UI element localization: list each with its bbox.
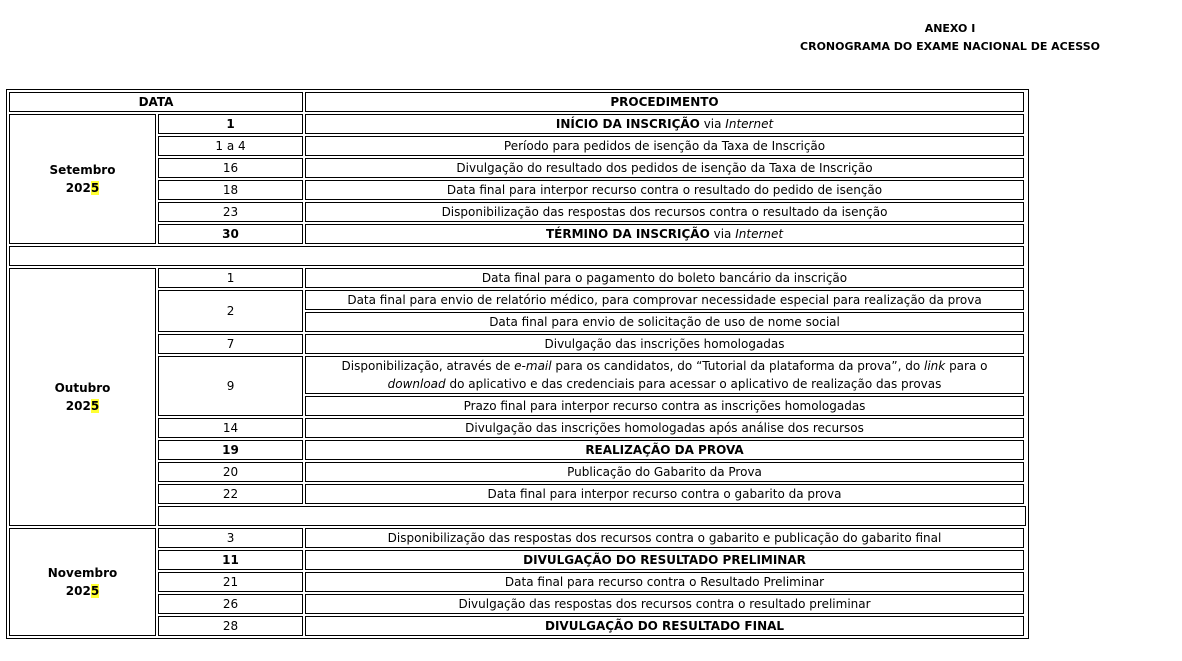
month-cell-outubro — [9, 268, 156, 526]
table-row — [9, 440, 1026, 460]
day-cell: 19 — [158, 440, 303, 460]
procedure-cell: Data final para interpor recurso contra o gabarito da prova — [305, 484, 1024, 504]
month-name: Setembro — [49, 163, 116, 177]
table-row — [9, 136, 1026, 156]
spacer-cell — [9, 246, 1024, 266]
table-row — [9, 202, 1026, 222]
table-row — [9, 528, 1026, 548]
table-row — [9, 268, 1026, 288]
month-year: 2025 — [65, 181, 100, 195]
schedule-table — [6, 89, 1029, 639]
month-cell-setembro — [9, 114, 156, 244]
table-row — [9, 158, 1026, 178]
document-title: CRONOGRAMA DO EXAME NACIONAL DE ACESSO — [800, 40, 1100, 53]
month-name: Outubro — [54, 381, 111, 395]
day-cell: 26 — [158, 594, 303, 614]
document-heading — [730, 20, 1170, 56]
table-row — [9, 114, 1026, 134]
highlighted-digit: 5 — [90, 584, 100, 598]
procedure-cell: TÉRMINO DA INSCRIÇÃO via Internet — [305, 224, 1024, 244]
day-cell: 9 — [158, 356, 303, 416]
table-row — [9, 484, 1026, 504]
highlighted-digit: 5 — [90, 181, 100, 195]
procedure-cell: Divulgação do resultado dos pedidos de isenção da Taxa de Inscrição — [305, 158, 1024, 178]
procedure-cell: Divulgação das inscrições homologadas após análise dos recursos — [305, 418, 1024, 438]
procedure-cell: Data final para envio de relatório médico, para comprovar necessidade especial para realização da prova — [305, 290, 1024, 310]
day-cell: 14 — [158, 418, 303, 438]
procedure-cell: Publicação do Gabarito da Prova — [305, 462, 1024, 482]
procedure-cell: Data final para recurso contra o Resultado Preliminar — [305, 572, 1024, 592]
day-cell: 1 a 4 — [158, 136, 303, 156]
table-row — [9, 224, 1026, 244]
day-cell: 7 — [158, 334, 303, 354]
spacer-row — [9, 246, 1026, 266]
procedure-cell: INÍCIO DA INSCRIÇÃO via Internet — [305, 114, 1024, 134]
day-cell: 30 — [158, 224, 303, 244]
day-cell: 16 — [158, 158, 303, 178]
column-header-date: DATA — [9, 92, 303, 112]
day-cell: 3 — [158, 528, 303, 548]
table-row — [9, 418, 1026, 438]
procedure-cell: Data final para o pagamento do boleto bancário da inscrição — [305, 268, 1024, 288]
day-cell: 18 — [158, 180, 303, 200]
month-year: 2025 — [65, 399, 100, 413]
table-row — [9, 356, 1026, 394]
day-cell: 11 — [158, 550, 303, 570]
highlighted-digit: 5 — [90, 399, 100, 413]
procedure-cell: Disponibilização das respostas dos recursos contra o resultado da isenção — [305, 202, 1024, 222]
table-row — [9, 594, 1026, 614]
table-row — [9, 180, 1026, 200]
table-row — [9, 334, 1026, 354]
month-year: 2025 — [65, 584, 100, 598]
procedure-cell: Prazo final para interpor recurso contra as inscrições homologadas — [305, 396, 1024, 416]
table-row — [9, 290, 1026, 310]
spacer-row — [9, 506, 1026, 526]
day-cell: 2 — [158, 290, 303, 332]
procedure-cell: Data final para interpor recurso contra o resultado do pedido de isenção — [305, 180, 1024, 200]
month-name: Novembro — [47, 566, 118, 580]
spacer-cell — [158, 506, 1026, 526]
day-cell: 23 — [158, 202, 303, 222]
procedure-cell: DIVULGAÇÃO DO RESULTADO FINAL — [305, 616, 1024, 636]
procedure-cell: DIVULGAÇÃO DO RESULTADO PRELIMINAR — [305, 550, 1024, 570]
month-cell-novembro — [9, 528, 156, 636]
table-row — [9, 616, 1026, 636]
table-row — [9, 572, 1026, 592]
procedure-cell: Período para pedidos de isenção da Taxa de Inscrição — [305, 136, 1024, 156]
procedure-cell: Divulgação das inscrições homologadas — [305, 334, 1024, 354]
day-cell: 21 — [158, 572, 303, 592]
day-cell: 1 — [158, 268, 303, 288]
procedure-cell: REALIZAÇÃO DA PROVA — [305, 440, 1024, 460]
day-cell: 28 — [158, 616, 303, 636]
annex-label: ANEXO I — [924, 22, 976, 35]
procedure-cell: Disponibilização, através de e-mail para os candidatos, do “Tutorial da plataforma da prova”, do link para o download do aplicativo e das credenciais para acessar o aplicativo de realização das provas — [305, 356, 1024, 394]
table-row — [9, 550, 1026, 570]
procedure-cell: Disponibilização das respostas dos recursos contra o gabarito e publicação do gabarito final — [305, 528, 1024, 548]
procedure-cell: Data final para envio de solicitação de uso de nome social — [305, 312, 1024, 332]
procedure-cell: Divulgação das respostas dos recursos contra o resultado preliminar — [305, 594, 1024, 614]
table-row — [9, 462, 1026, 482]
day-cell: 20 — [158, 462, 303, 482]
day-cell: 1 — [158, 114, 303, 134]
table-header-row — [9, 92, 1026, 112]
day-cell: 22 — [158, 484, 303, 504]
column-header-procedure: PROCEDIMENTO — [305, 92, 1024, 112]
